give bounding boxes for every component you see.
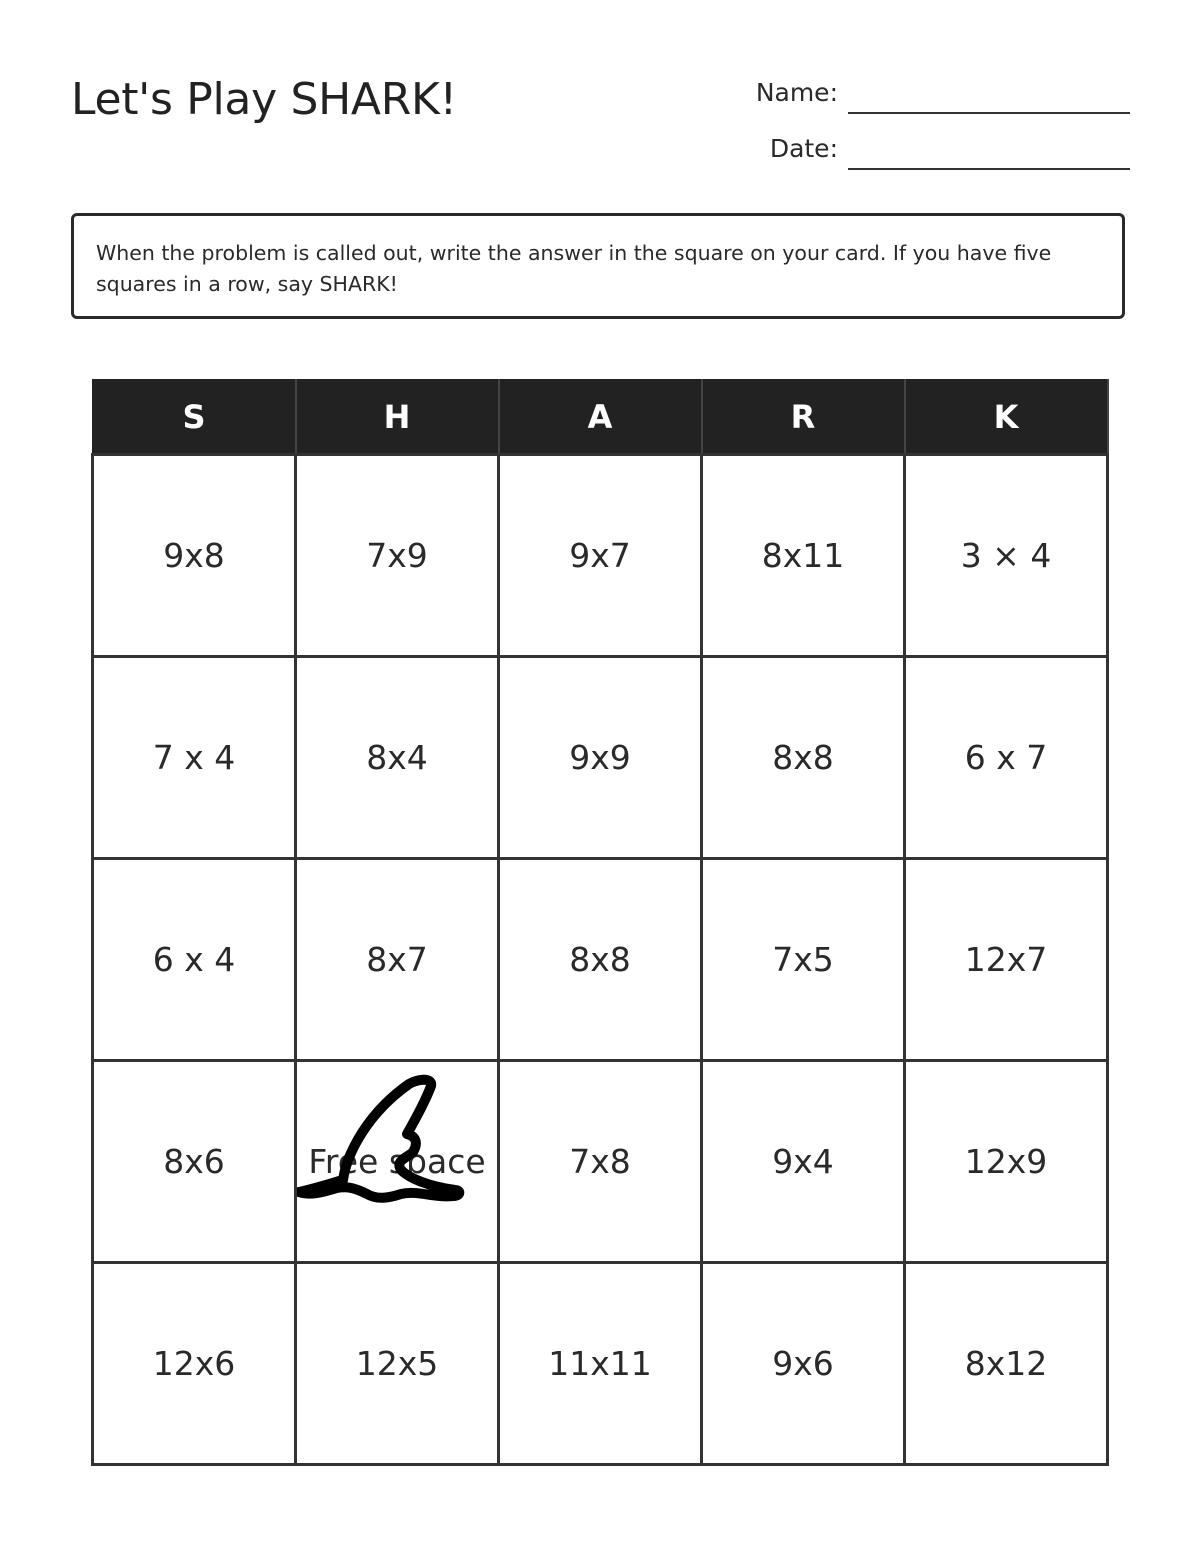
page-title: Let's Play SHARK! <box>71 74 457 125</box>
column-header-r: R <box>702 380 905 455</box>
name-line[interactable] <box>848 112 1130 114</box>
column-header-h: H <box>296 380 499 455</box>
card-square[interactable]: 6 x 4 <box>93 859 296 1061</box>
card-square[interactable]: 12x9 <box>905 1061 1108 1263</box>
card-square[interactable]: 7x8 <box>499 1061 702 1263</box>
column-header-k: K <box>905 380 1108 455</box>
name-label: Name: <box>755 78 838 107</box>
card-square[interactable]: 12x7 <box>905 859 1108 1061</box>
column-header-s: S <box>93 380 296 455</box>
card-square[interactable]: 8x8 <box>702 657 905 859</box>
card-square[interactable]: 6 x 7 <box>905 657 1108 859</box>
card-row <box>93 1263 1108 1465</box>
card-square[interactable]: 9x9 <box>499 657 702 859</box>
card-row <box>93 455 1108 657</box>
date-field[interactable] <box>720 130 1130 170</box>
card-square[interactable]: 8x7 <box>296 859 499 1061</box>
free-space-label: Free space <box>308 1142 486 1181</box>
card-square[interactable]: 3 × 4 <box>905 455 1108 657</box>
card-square[interactable]: 9x4 <box>702 1061 905 1263</box>
card-row <box>93 1061 1108 1263</box>
card-square[interactable]: 8x8 <box>499 859 702 1061</box>
card-row <box>93 859 1108 1061</box>
card-square[interactable]: 7x5 <box>702 859 905 1061</box>
date-line[interactable] <box>848 168 1130 170</box>
card-row <box>93 657 1108 859</box>
free-space-square[interactable] <box>296 1061 499 1263</box>
card-square[interactable]: 9x6 <box>702 1263 905 1465</box>
shark-card <box>91 379 1109 1466</box>
card-square[interactable]: 8x6 <box>93 1061 296 1263</box>
card-square[interactable]: 8x11 <box>702 455 905 657</box>
date-label: Date: <box>769 134 838 163</box>
name-field[interactable] <box>720 74 1130 114</box>
instructions-box <box>71 213 1125 319</box>
card-square[interactable]: 12x5 <box>296 1263 499 1465</box>
card-square[interactable]: 7x9 <box>296 455 499 657</box>
card-square[interactable]: 9x7 <box>499 455 702 657</box>
card-square[interactable]: 7 x 4 <box>93 657 296 859</box>
instructions-text: When the problem is called out, write the answer in the square on your card. If you have five squares in a row, say SHARK! <box>96 241 1052 296</box>
card-square[interactable]: 12x6 <box>93 1263 296 1465</box>
column-header-a: A <box>499 380 702 455</box>
card-header-row <box>93 380 1108 455</box>
card-square[interactable]: 9x8 <box>93 455 296 657</box>
card-square[interactable]: 11x11 <box>499 1263 702 1465</box>
card-square[interactable]: 8x12 <box>905 1263 1108 1465</box>
card-square[interactable]: 8x4 <box>296 657 499 859</box>
